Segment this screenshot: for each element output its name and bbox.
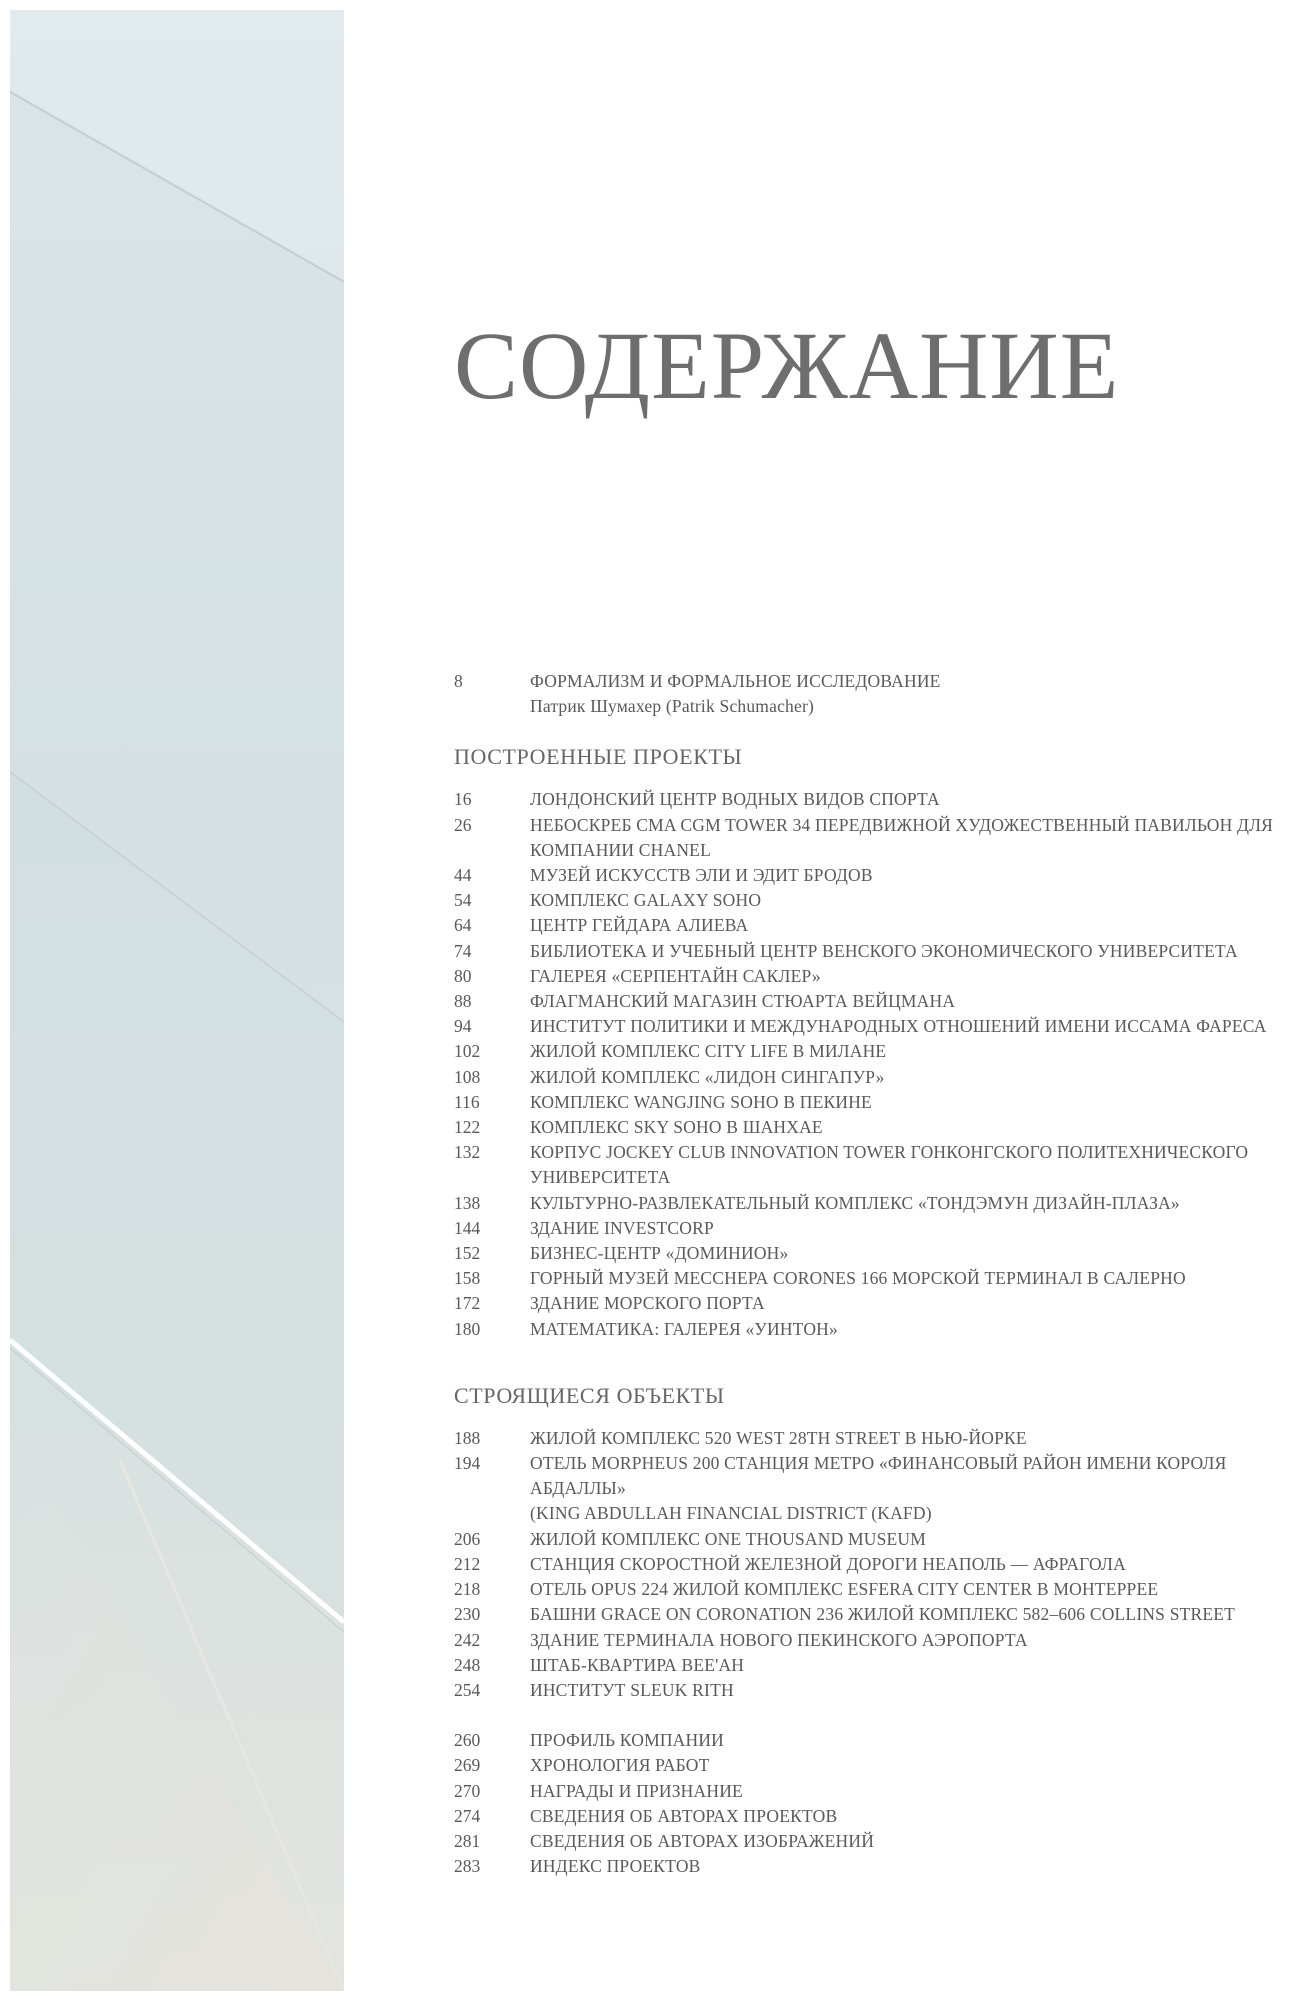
toc-entry <box>454 1039 1314 1064</box>
toc-entry <box>454 1317 1314 1342</box>
page-number: 144 <box>454 1217 481 1238</box>
toc-entry <box>454 1065 1314 1090</box>
page-number: 281 <box>454 1830 481 1851</box>
entry-line: КОМПАНИИ CHANEL <box>530 839 711 860</box>
entry-title <box>530 669 1314 719</box>
entry-line: НЕБОСКРЕБ CMA CGM TOWER 34 ПЕРЕДВИЖНОЙ ХУДОЖЕСТВЕННЫЙ ПАВИЛЬОН ДЛЯ <box>530 814 1274 835</box>
entry-title <box>530 1191 1314 1216</box>
toc-entry <box>454 813 1314 863</box>
entry-title <box>530 1090 1314 1115</box>
toc-entry <box>454 1426 1314 1451</box>
entry-title <box>530 1014 1314 1039</box>
entry-line: ЗДАНИЕ INVESTCORP <box>530 1217 714 1238</box>
entry-title <box>530 1854 1314 1879</box>
entry-line: (KING ABDULLAH FINANCIAL DISTRICT (KAFD) <box>530 1503 932 1524</box>
toc-entry <box>454 1602 1314 1627</box>
entry-title <box>530 1065 1314 1090</box>
page-number: 269 <box>454 1755 481 1776</box>
entry-line: СТАНЦИЯ СКОРОСТНОЙ ЖЕЛЕЗНОЙ ДОРОГИ НЕАПОЛЬ — АФРАГОЛА <box>530 1553 1126 1574</box>
toc-entry <box>454 1527 1314 1552</box>
entry-line: БИБЛИОТЕКА И УЧЕБНЫЙ ЦЕНТР ВЕНСКОГО ЭКОНОМИЧЕСКОГО УНИВЕРСИТЕТА <box>530 940 1238 961</box>
section-heading: ПОСТРОЕННЫЕ ПРОЕКТЫ <box>454 744 743 770</box>
toc-entry <box>454 1753 1314 1778</box>
entry-author: Патрик Шумахер (Patrik Schumacher) <box>530 696 815 717</box>
entry-line: ЛОНДОНСКИЙ ЦЕНТР ВОДНЫХ ВИДОВ СПОРТА <box>530 789 940 810</box>
toc-entry <box>454 1140 1314 1190</box>
page-number: 188 <box>454 1427 481 1448</box>
architecture-photo <box>10 10 344 1991</box>
entry-line: ФЛАГМАНСКИЙ МАГАЗИН СТЮАРТА ВЕЙЦМАНА <box>530 991 956 1012</box>
page-number: 80 <box>454 965 472 986</box>
section-list <box>454 1426 1314 1703</box>
entry-line: КОМПЛЕКС GALAXY SOHO <box>530 890 762 911</box>
entry-line: ГАЛЕРЕЯ «СЕРПЕНТАЙН САКЛЕР» <box>530 965 821 986</box>
page-number: 260 <box>454 1730 481 1751</box>
entry-title <box>530 1451 1314 1527</box>
entry-title <box>530 863 1314 888</box>
entry-line: ЖИЛОЙ КОМПЛЕКС «ЛИДОН СИНГАПУР» <box>530 1066 885 1087</box>
section-list <box>454 787 1314 1341</box>
page-number: 26 <box>454 814 472 835</box>
toc-entry <box>454 888 1314 913</box>
entry-line: ЖИЛОЙ КОМПЛЕКС ONE THOUSAND MUSEUM <box>530 1528 927 1549</box>
page-number: 108 <box>454 1066 481 1087</box>
toc-entry <box>454 913 1314 938</box>
entry-title <box>530 813 1314 863</box>
entry-title <box>530 888 1314 913</box>
entry-title <box>530 1753 1314 1778</box>
entry-title <box>530 1829 1314 1854</box>
page-number: 44 <box>454 865 472 886</box>
page-number: 212 <box>454 1553 481 1574</box>
toc-entry <box>454 1804 1314 1829</box>
page-number: 116 <box>454 1091 480 1112</box>
page-number: 138 <box>454 1192 481 1213</box>
entry-title <box>530 1527 1314 1552</box>
page-number: 254 <box>454 1679 481 1700</box>
entry-title <box>530 1602 1314 1627</box>
entry-title <box>530 939 1314 964</box>
toc-entry <box>454 787 1314 812</box>
toc-entry <box>454 1779 1314 1804</box>
entry-line: ИНСТИТУТ ПОЛИТИКИ И МЕЖДУНАРОДНЫХ ОТНОШЕНИЙ ИМЕНИ ИССАМА ФАРЕСА <box>530 1016 1267 1037</box>
page-number: 206 <box>454 1528 481 1549</box>
entry-line: НАГРАДЫ И ПРИЗНАНИЕ <box>530 1780 743 1801</box>
entry-line: ГОРНЫЙ МУЗЕЙ МЕССНЕРА CORONES 166 МОРСКОЙ ТЕРМИНАЛ В САЛЕРНО <box>530 1268 1186 1289</box>
section-under-construction <box>454 1382 1314 1703</box>
entry-title <box>530 787 1314 812</box>
toc-entry <box>454 989 1314 1014</box>
entry-title <box>530 1140 1314 1190</box>
section-built-projects <box>454 743 1314 1341</box>
entry-title <box>530 989 1314 1014</box>
section-appendix <box>454 1728 1314 1879</box>
entry-line: БИЗНЕС-ЦЕНТР «ДОМИНИОН» <box>530 1243 789 1264</box>
entry-line: ЗДАНИЕ ТЕРМИНАЛА НОВОГО ПЕКИНСКОГО АЭРОПОРТА <box>530 1629 1028 1650</box>
entry-line: ПРОФИЛЬ КОМПАНИИ <box>530 1730 725 1751</box>
toc-entry <box>454 1014 1314 1039</box>
entry-line: ЖИЛОЙ КОМПЛЕКС CITY LIFE В МИЛАНЕ <box>530 1041 887 1062</box>
architecture-photo-graphic <box>10 10 344 1991</box>
entry-line: ШТАБ-КВАРТИРА BEE'AH <box>530 1654 745 1675</box>
entry-line: ОТЕЛЬ MORPHEUS 200 СТАНЦИЯ МЕТРО «ФИНАНСОВЫЙ РАЙОН ИМЕНИ КОРОЛЯ АБДАЛЛЫ» <box>530 1453 1227 1499</box>
toc-entry <box>454 1577 1314 1602</box>
toc-entry <box>454 1451 1314 1527</box>
entry-line: КУЛЬТУРНО-РАЗВЛЕКАТЕЛЬНЫЙ КОМПЛЕКС «ТОНДЭМУН ДИЗАЙН-ПЛАЗА» <box>530 1192 1180 1213</box>
page-number: 122 <box>454 1117 481 1138</box>
entry-title <box>530 1779 1314 1804</box>
entry-line: ИНСТИТУТ SLEUK RITH <box>530 1679 734 1700</box>
toc-entry <box>454 1291 1314 1316</box>
entry-line: КОМПЛЕКС WANGJING SOHO В ПЕКИНЕ <box>530 1091 872 1112</box>
page-number: 172 <box>454 1293 481 1314</box>
entry-title <box>530 964 1314 989</box>
entry-line: СВЕДЕНИЯ ОБ АВТОРАХ ИЗОБРАЖЕНИЙ <box>530 1830 875 1851</box>
page-number: 218 <box>454 1579 481 1600</box>
entry-title <box>530 1628 1314 1653</box>
toc-entry <box>454 964 1314 989</box>
toc-entry <box>454 1678 1314 1703</box>
entry-title <box>530 1291 1314 1316</box>
toc-entry <box>454 1653 1314 1678</box>
intro-entry <box>454 669 1314 719</box>
toc-entry <box>454 1216 1314 1241</box>
entry-title <box>530 1241 1314 1266</box>
page-number: 74 <box>454 940 472 961</box>
page-title: СОДЕРЖАНИЕ <box>454 312 1120 419</box>
entry-title <box>530 1552 1314 1577</box>
entry-title <box>530 1728 1314 1753</box>
entry-title <box>530 913 1314 938</box>
page-number: 132 <box>454 1142 481 1163</box>
page-number: 94 <box>454 1016 472 1037</box>
page-number: 64 <box>454 915 472 936</box>
entry-title <box>530 1426 1314 1451</box>
entry-line: ОТЕЛЬ OPUS 224 ЖИЛОЙ КОМПЛЕКС ESFERA CITY CENTER В МОНТЕРРЕЕ <box>530 1579 1159 1600</box>
entry-line: ЦЕНТР ГЕЙДАРА АЛИЕВА <box>530 915 749 936</box>
entry-line: МАТЕМАТИКА: ГАЛЕРЕЯ «УИНТОН» <box>530 1318 838 1339</box>
toc-entry <box>454 1628 1314 1653</box>
entry-title <box>530 1317 1314 1342</box>
page-number: 230 <box>454 1604 481 1625</box>
toc-entry <box>454 1241 1314 1266</box>
toc-entry <box>454 1266 1314 1291</box>
entry-title <box>530 1115 1314 1140</box>
section-heading: СТРОЯЩИЕСЯ ОБЪЕКТЫ <box>454 1382 725 1408</box>
page-number: 88 <box>454 991 472 1012</box>
section-list <box>454 1728 1314 1879</box>
page-number: 283 <box>454 1856 481 1877</box>
entry-title <box>530 1804 1314 1829</box>
page-number: 274 <box>454 1805 481 1826</box>
toc-entry <box>454 1829 1314 1854</box>
toc-entry <box>454 1728 1314 1753</box>
entry-line: КОРПУС JOCKEY CLUB INNOVATION TOWER ГОНКОНГСКОГО ПОЛИТЕХНИЧЕСКОГО <box>530 1142 1249 1163</box>
entry-line: ХРОНОЛОГИЯ РАБОТ <box>530 1755 710 1776</box>
page-number: 248 <box>454 1654 481 1675</box>
entry-line: ИНДЕКС ПРОЕКТОВ <box>530 1856 701 1877</box>
page-number: 242 <box>454 1629 481 1650</box>
entry-line: ФОРМАЛИЗМ И ФОРМАЛЬНОЕ ИССЛЕДОВАНИЕ <box>530 671 941 691</box>
toc-entry <box>454 863 1314 888</box>
entry-line: КОМПЛЕКС SKY SOHO В ШАНХАЕ <box>530 1117 823 1138</box>
entry-title <box>530 1266 1314 1291</box>
entry-line: ЗДАНИЕ МОРСКОГО ПОРТА <box>530 1293 765 1314</box>
page-number: 180 <box>454 1318 481 1339</box>
entry-title <box>530 1216 1314 1241</box>
entry-title <box>530 1039 1314 1064</box>
page-number: 8 <box>454 671 463 691</box>
page-number: 16 <box>454 789 472 810</box>
toc-entry <box>454 1552 1314 1577</box>
entry-title <box>530 1678 1314 1703</box>
toc-entry <box>454 1090 1314 1115</box>
entry-line: СВЕДЕНИЯ ОБ АВТОРАХ ПРОЕКТОВ <box>530 1805 838 1826</box>
page-number: 152 <box>454 1243 481 1264</box>
toc-entry <box>454 669 1314 719</box>
entry-line: ЖИЛОЙ КОМПЛЕКС 520 WEST 28TH STREET В НЬЮ-ЙОРКЕ <box>530 1427 1027 1448</box>
entry-line: БАШНИ GRACE ON CORONATION 236 ЖИЛОЙ КОМПЛЕКС 582–606 COLLINS STREET <box>530 1604 1236 1625</box>
toc-entry <box>454 1854 1314 1879</box>
page-number: 158 <box>454 1268 481 1289</box>
entry-line: МУЗЕЙ ИСКУССТВ ЭЛИ И ЭДИТ БРОДОВ <box>530 865 873 886</box>
entry-line: УНИВЕРСИТЕТА <box>530 1167 671 1188</box>
page-number: 270 <box>454 1780 481 1801</box>
page-number: 194 <box>454 1453 481 1474</box>
page-number: 102 <box>454 1041 481 1062</box>
toc-entry <box>454 1115 1314 1140</box>
toc-entry <box>454 939 1314 964</box>
entry-title <box>530 1653 1314 1678</box>
toc-entry <box>454 1191 1314 1216</box>
table-of-contents <box>454 669 1314 1879</box>
entry-title <box>530 1577 1314 1602</box>
page-number: 54 <box>454 890 472 911</box>
